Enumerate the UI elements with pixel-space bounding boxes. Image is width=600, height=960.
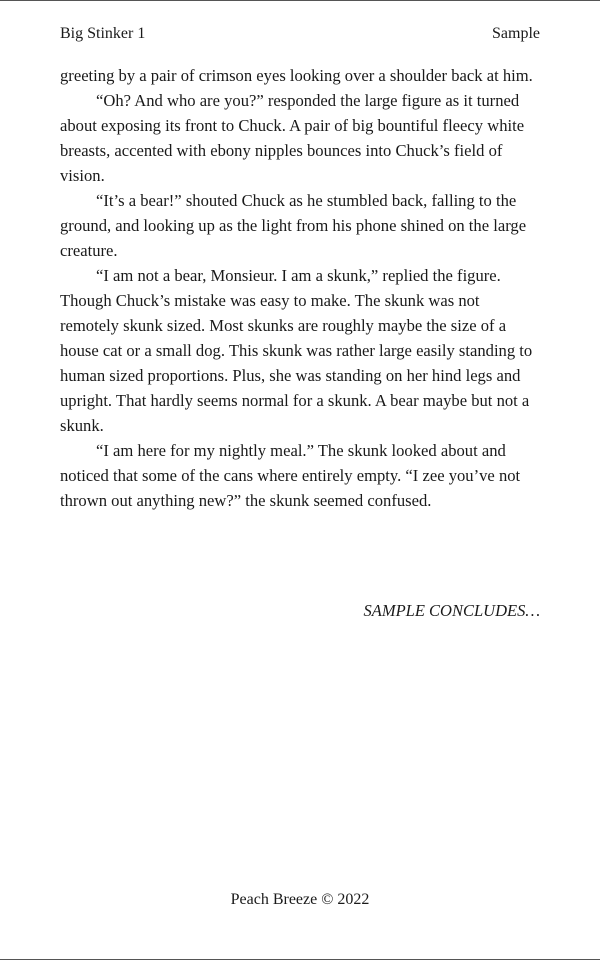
book-title: Big Stinker 1 bbox=[60, 25, 146, 42]
copyright-footer: Peach Breeze © 2022 bbox=[230, 891, 370, 908]
paragraph: greeting by a pair of crimson eyes looking over a shoulder back at him. bbox=[60, 66, 533, 85]
body-text bbox=[60, 63, 540, 513]
sample-concludes: SAMPLE CONCLUDES… bbox=[363, 601, 540, 620]
sample-label: Sample bbox=[492, 25, 540, 42]
paragraph: “It’s a bear!” shouted Chuck as he stumbled back, falling to the ground, and looking up as the light from his phone shined on the large creature. bbox=[60, 191, 527, 260]
paragraph: “Oh? And who are you?” responded the large figure as it turned about exposing its front to Chuck. A pair of big bountiful fleecy white breasts, accented with ebony nipples bounces into Chuck’s field of vision. bbox=[60, 91, 525, 185]
running-header bbox=[60, 25, 540, 43]
paragraph: “I am not a bear, Monsieur. I am a skunk,” replied the figure. Though Chuck’s mistake was easy to make. The skunk was not remotely skunk sized. Most skunks are roughly maybe the size of a house cat or a small dog. This skunk was rather large easily standing to human sized proportions. Plus, she was standing on her hind legs and upright. That hardly seems normal for a skunk. A bear maybe but not a skunk. bbox=[60, 266, 533, 435]
paragraph: “I am here for my nightly meal.” The skunk looked about and noticed that some of the cans where entirely empty. “I zee you’ve not thrown out anything new?” the skunk seemed confused. bbox=[60, 441, 521, 510]
